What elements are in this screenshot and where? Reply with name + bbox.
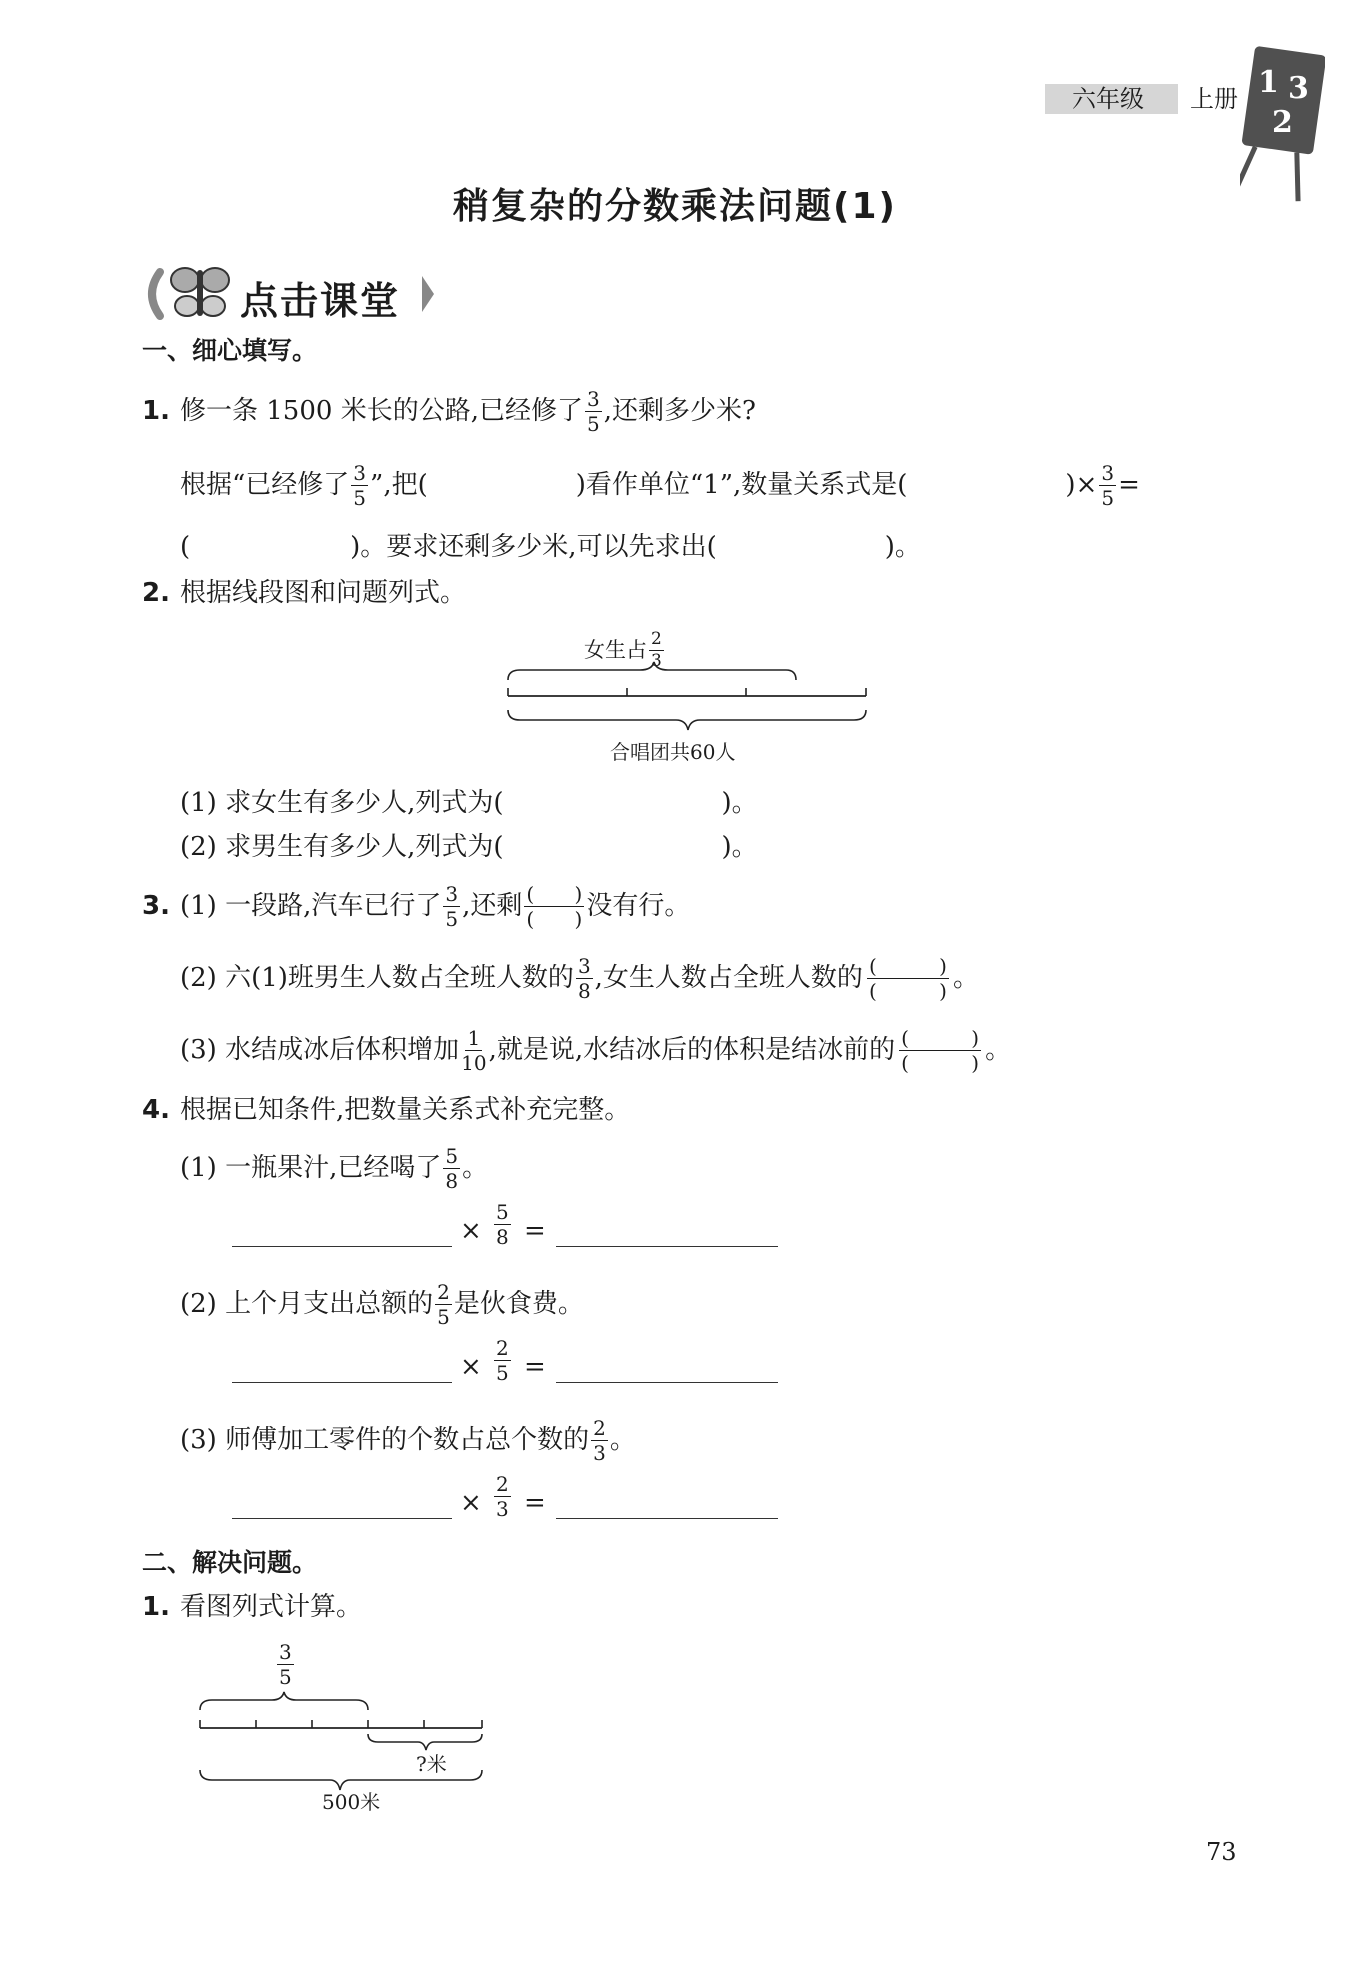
- fraction-five-eighths: $\frac{5}{8}$: [445, 1143, 459, 1193]
- page-number: 73: [1206, 1838, 1237, 1866]
- q4-sub1-left-blank[interactable]: [232, 1246, 452, 1247]
- q1-number: 1.: [142, 396, 170, 426]
- q4-stem: 根据已知条件,把数量关系式补充完整。: [180, 1095, 631, 1125]
- q2-sub2: (2) 求男生有多少人,列式为( )。: [180, 832, 758, 862]
- page-title: 稍复杂的分数乘法问题(1): [453, 186, 897, 227]
- q4-sub2-equals: =: [524, 1352, 546, 1382]
- q1-stem: 修一条 1500 米长的公路,已经修了 $\frac{3}{5}$ ,还剩多少米?: [180, 386, 756, 436]
- volume-label: 上册: [1190, 85, 1238, 113]
- fraction-one-tenth: $\frac{1}{10}$: [461, 1025, 487, 1075]
- logo-digit-3: 2: [1272, 105, 1293, 140]
- q4-sub2-times: ×: [460, 1352, 482, 1382]
- fraction-three-fifths: $\frac{3}{5}$: [586, 386, 600, 436]
- fraction-three-fifths: $\frac{3}{5}$: [279, 1640, 292, 1689]
- q3-c: (3) 水结成冰后体积增加 $\frac{1}{10}$ ,就是说,水结冰后的体积是结冰前的 ( ) ( ) 。: [180, 1022, 1011, 1078]
- q4-sub3-equals: =: [524, 1488, 546, 1518]
- section-1-title: 一、细心填写。: [142, 336, 318, 365]
- p1-line-diagram: [192, 1688, 492, 1796]
- q3-b-girls-fraction-blank[interactable]: [867, 956, 949, 1001]
- p1-number: 1.: [142, 1592, 170, 1622]
- q4-sub1-right-blank[interactable]: [556, 1246, 778, 1247]
- fraction-three-eighths: $\frac{3}{8}$: [577, 953, 591, 1003]
- section-2-title: 二、解决问题。: [142, 1548, 318, 1577]
- q2-stem: 根据线段图和问题列式。: [180, 578, 467, 608]
- q4-sub3-left-blank[interactable]: [232, 1518, 452, 1519]
- q3-a: (1) 一段路,汽车已行了 $\frac{3}{5}$ ,还剩 ( ) ( ) 没有行。: [180, 878, 690, 934]
- q4-sub2-left-blank[interactable]: [232, 1382, 452, 1383]
- fraction-three-fifths: $\frac{3}{5}$: [1101, 460, 1115, 510]
- q4-sub2: (2) 上个月支出总额的 $\frac{2}{5}$ 是伙食费。: [180, 1279, 584, 1329]
- fraction-two-thirds: $\frac{2}{3}$: [651, 628, 662, 671]
- fraction-five-eighths: $\frac{5}{8}$: [496, 1200, 509, 1249]
- q4-sub3: (3) 师傅加工零件的个数占总个数的 $\frac{2}{3}$ 。: [180, 1415, 636, 1465]
- fraction-two-fifths: $\frac{2}{5}$: [496, 1336, 509, 1385]
- fraction-two-thirds: $\frac{2}{3}$: [496, 1472, 509, 1521]
- fraction-two-fifths: $\frac{2}{5}$: [437, 1279, 450, 1329]
- logo-digit-2: 3: [1288, 71, 1309, 106]
- q3-c-ice-fraction-blank[interactable]: [899, 1028, 981, 1073]
- fraction-three-fifths: $\frac{3}{5}$: [353, 460, 367, 510]
- q2-diagram-top-label: 女生占 $\frac{2}{3}$: [584, 628, 662, 671]
- q3-b: (2) 六(1)班男生人数占全班人数的 $\frac{3}{8}$ ,女生人数占全班人数的 ( ) ( ) 。: [180, 950, 979, 1006]
- q1-line2: 根据“已经修了 $\frac{3}{5}$ ”,把( )看作单位“1”,数量关系式是( )× $\frac{3}{5}$ =: [180, 460, 1140, 510]
- q2-diagram-bottom-label: 合唱团共60人: [610, 740, 736, 764]
- q4-sub1-times: ×: [460, 1216, 482, 1246]
- banner-label: 点击课堂: [240, 279, 401, 323]
- logo-digit-1: 1: [1258, 65, 1279, 100]
- q2-sub1: (1) 求女生有多少人,列式为( )。: [180, 788, 758, 818]
- q4-sub3-times: ×: [460, 1488, 482, 1518]
- q2-line-diagram: [500, 660, 880, 740]
- q3-a-remaining-fraction-blank[interactable]: [524, 884, 584, 929]
- fraction-three-fifths: $\frac{3}{5}$: [445, 881, 459, 931]
- q4-sub1-equals: =: [524, 1216, 546, 1246]
- q4-sub3-right-blank[interactable]: [556, 1518, 778, 1519]
- grade-label: 六年级: [1072, 85, 1144, 113]
- butterfly-icon: [165, 258, 235, 328]
- q3-number: 3.: [142, 891, 170, 921]
- q4-number: 4.: [142, 1095, 170, 1125]
- fraction-two-thirds: $\frac{2}{3}$: [593, 1415, 606, 1465]
- q1-line3: ( )。要求还剩多少米,可以先求出( )。: [180, 532, 921, 562]
- p1-stem: 看图列式计算。: [180, 1592, 363, 1622]
- q4-sub2-right-blank[interactable]: [556, 1382, 778, 1383]
- p1-diagram-total-label: 500米: [322, 1790, 381, 1814]
- q4-sub1: (1) 一瓶果汁,已经喝了 $\frac{5}{8}$ 。: [180, 1143, 489, 1193]
- p1-diagram-question-label: ?米: [416, 1752, 447, 1776]
- q2-number: 2.: [142, 578, 170, 608]
